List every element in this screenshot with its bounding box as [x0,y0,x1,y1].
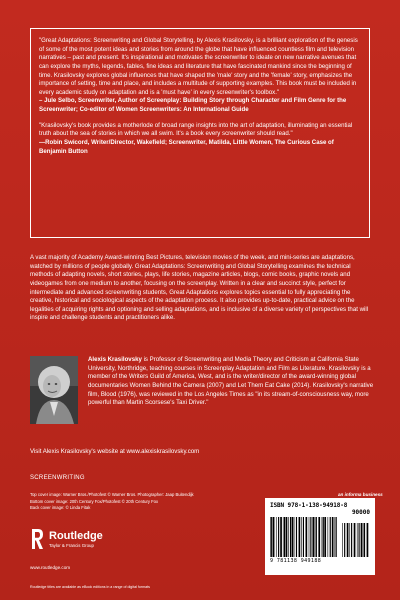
barcode-bar [318,517,320,557]
barcode-bar [290,517,291,557]
barcode-bar [292,517,294,557]
barcode-bar [335,517,336,557]
book-description: A vast majority of Academy Award-winning Best Pictures, television movies of the week, and mini-series are adaptations, watched by millions of people globally. Great Adaptations: Screenwriting and Global Storytelling examines the technical methods of adapting novels, short stories, plays, life stories, magazine articles, blogs, comic books, graphic novels and videogames from one medium to another, focusing on the screenplay. Written in a clear and succinct style, perfect for intermediate and advanced screenwriting students, Great Adaptations explores topics essential to fully appreciating the creative, historical and sociological aspects of the adaptation process. It also provides up-to-date, practical advice on the legalities of acquiring rights and optioning and selling adaptations, and is inclusive of a diverse variety of perspectives that will inspire and challenge students and practitioners alike. [30,254,369,322]
author-bio-text [88,356,375,408]
credit-top: Top cover image: Warner Bros./Photofest © Warner Bros. Photographer: Jaap Buitendijk [30,492,194,497]
endorsement-1-quote: "Great Adaptations: Screenwriting and Global Storytelling, by Alexis Krasilovsky, is a brilliant exploration of the genesis of some of the most potent ideas and stories from around the globe that have influenced countless film and television narratives – past and present. It's inspirational and motivates the screenwriter to ideate on new narrative avenues that can explore the myths, legends, fables, fine ideas and literature that have fascinated mankind since the beginning of time. Krasilovsky explores global influences that have shaped the 'male' story and the 'female' story, emphasizes the importance of setting, time and place, and includes a multitude of supporting examples. This book must be included in every academic study on adaptation and is a 'must have' in every screenwriter's toolbox." [39,37,358,96]
credit-bottom: Bottom cover image: 20th Century Fox/Photofest © 20th Century Fox [30,498,159,504]
endorsement-1 [39,37,361,115]
barcode-bar [294,517,295,557]
endorsement-2 [39,122,361,157]
publisher-name: Routledge [49,529,103,542]
barcode-bar [363,523,364,557]
barcode-bar [332,517,334,557]
author-name: Alexis Krasilovsky [88,356,142,363]
endorsement-1-attribution: – Jule Selbo, Screenwriter, Author of Screenplay: Building Story through Character and Film Genre for the Screenwriter; Co-editor of Women Screenwriters: An International Guide [39,97,347,114]
barcode-bar [367,523,369,557]
price-addon-barcode [342,523,370,557]
barcode-bar [349,523,350,557]
author-bio-body: is Professor of Screenwriting and Media Theory and Criticism at California State University, Northridge, teaching courses in Screenplay Adaptation and Film as Literature. Krasilovsky is a member of the Writers Guild of America, West, and is the writer/director of the award-winning global documentaries Women Behind the Camera (2007) and Let Them Eat Cake (2014). Krasilovsky's narrative film, Blood (1976), was reviewed in the Los Angeles Times as "in its stream-of-consciousness way, more powerful than Martin Scorsese's Taxi Driver." [88,356,374,407]
barcode-bar [364,523,365,557]
endorsement-2-attribution: —Robin Swicord, Writer/Director, Wakefield; Screenwriter, Matilda, Little Women, The Curious Case of Benjamin Button [39,139,334,155]
barcode-bar [316,517,317,557]
subject-category: SCREENWRITING [30,475,85,481]
informa-tagline: an informa business [338,492,383,497]
barcode-bar [344,523,345,557]
routledge-logo [30,528,103,550]
barcode-bar [342,523,343,557]
barcode-bar [270,517,271,557]
barcode-bar [309,517,310,557]
barcode-bar [315,517,316,557]
barcode-digits: 9 781138 949188 [270,558,322,564]
barcode-bar [359,523,360,557]
isbn-text: ISBN 978-1-138-94918-8 [270,502,348,509]
endorsements-box [30,28,370,238]
barcode-bar [347,523,349,557]
publisher-block [30,528,103,550]
barcode-bar [271,517,272,557]
credit-back: Back cover image: © Linda Fitak [30,505,91,510]
barcode-bar [301,517,302,557]
routledge-mark-icon [30,528,45,550]
barcode-bar [299,517,301,557]
author-portrait-image [30,356,78,424]
barcode-bar [276,517,277,557]
barcode-bar [328,517,329,557]
barcode-bar [354,523,356,557]
barcode-bar [283,517,284,557]
barcode-bar [310,517,311,557]
barcode-bar [324,517,326,557]
barcode-bar [278,517,279,557]
author-website[interactable]: Visit Alexis Krasilovsky's website at www.alexiskrasilovsky.com [30,448,200,455]
price-code: 90000 [351,509,370,516]
barcode-bar [306,517,308,557]
barcode-bars-row [270,517,370,557]
barcode-bar [351,523,352,557]
endorsement-2-quote: "Krasilovsky's book provides a motherlode of broad range insights into the art of adaptation, illuminating an essential truth about the sea of stories in which we all swim. It's a book every screenwriter should read." [39,121,353,138]
barcode-bar [288,517,289,557]
barcode-bar [330,517,331,557]
ean-barcode [270,517,338,557]
barcode-bar [280,517,282,557]
author-bio [30,356,375,446]
barcode-bar [357,523,358,557]
barcode-bar [322,517,323,557]
image-credits [30,492,260,512]
barcode-bar [312,517,314,557]
barcode-bar [303,517,304,557]
author-photo [30,356,78,424]
publisher-url[interactable]: www.routledge.com [30,565,71,570]
barcode-bar [323,517,324,557]
barcode-bar [336,517,337,557]
barcode-bar [361,523,363,557]
barcode-box [265,498,375,575]
barcode-bar [284,517,285,557]
price-row [270,509,370,516]
barcode-bar [286,517,288,557]
barcode-bar [273,517,275,557]
ebook-note: Routledge titles are available as eBook editions in a range of digital formats [30,585,150,589]
barcode-bar [296,517,297,557]
publisher-group: Taylor & Francis Group [49,542,94,548]
